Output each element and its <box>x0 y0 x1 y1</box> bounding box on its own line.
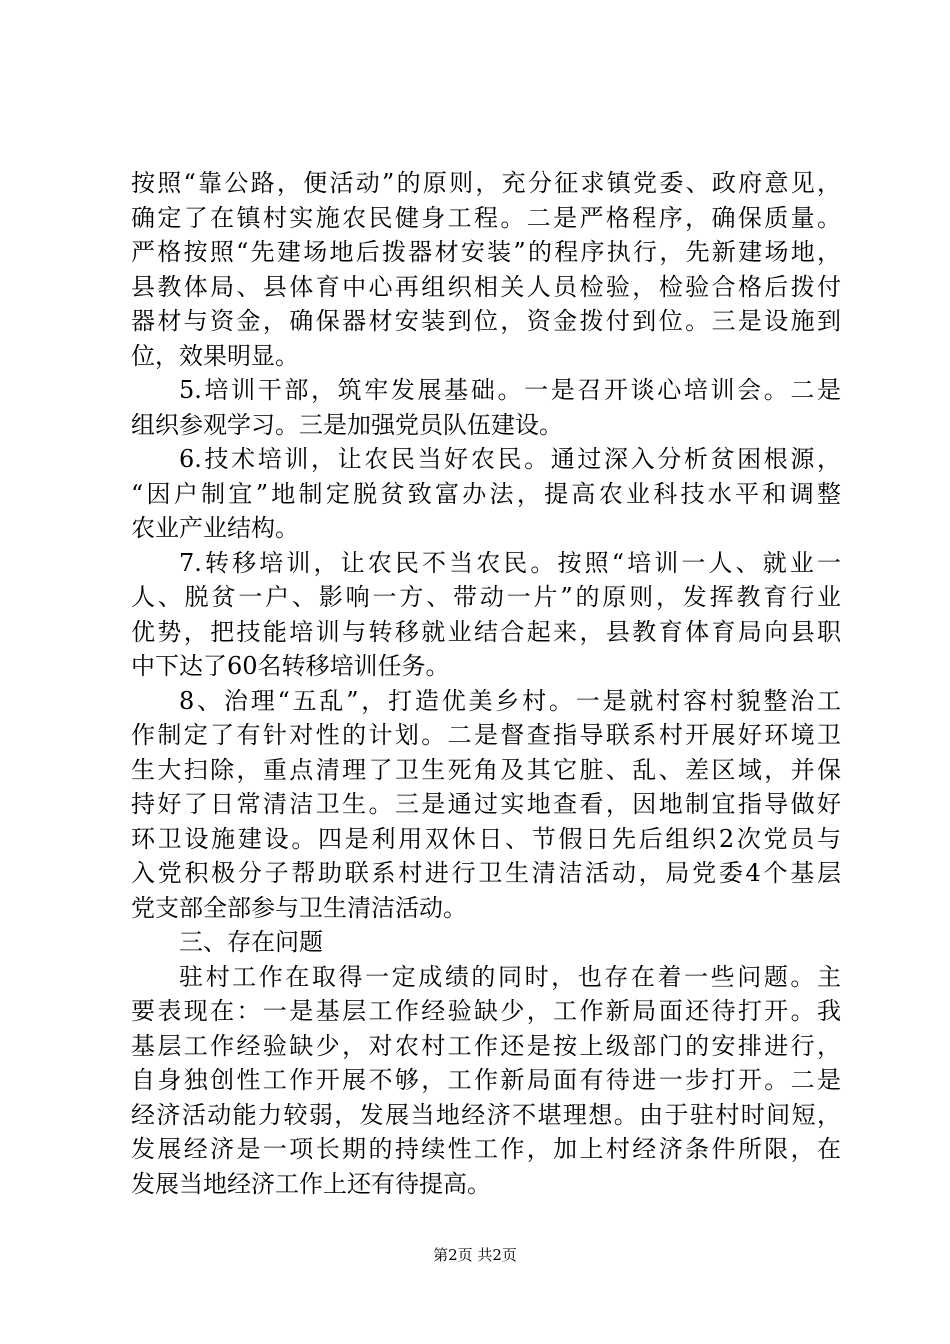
text-line: 县教体局、县体育中心再组织相关人员检验，检验合格后拨付 <box>131 272 841 301</box>
section-heading-problems <box>131 925 841 960</box>
text-line: 6.技术培训，让农民当好农民。通过深入分析贫困根源， <box>179 445 841 473</box>
paragraph-transfer-training <box>131 546 841 684</box>
text-line: “因户制宜”地制定脱贫致富办法，提高农业科技水平和调整 <box>131 479 841 508</box>
paragraph-governance <box>131 684 841 926</box>
text-line: 经济活动能力较弱，发展当地经济不堪理想。由于驻村时间短， <box>131 1100 841 1129</box>
text-line: 位，效果明显。 <box>131 341 299 370</box>
text-line: 按照“靠公路，便活动”的原则，充分征求镇党委、政府意见， <box>131 169 841 197</box>
paragraph-technical-training <box>131 442 841 546</box>
text-line: 党支部全部参与卫生清洁活动。 <box>131 893 467 922</box>
text-line: 农业产业结构。 <box>131 514 299 542</box>
text-line: 确定了在镇村实施农民健身工程。二是严格程序，确保质量。 <box>131 203 841 232</box>
page-number: 第2页 共2页 <box>433 1246 517 1264</box>
text-line: 驻村工作在取得一定成绩的同时，也存在着一些问题。主 <box>179 962 841 991</box>
text-line: 发展当地经济工作上还有待提高。 <box>131 1169 491 1198</box>
page-footer <box>0 1245 950 1265</box>
text-line: 要表现在：一是基层工作经验缺少，工作新局面还待打开。我 <box>131 997 841 1025</box>
text-line: 入党积极分子帮助联系村进行卫生清洁活动，局党委4个基层 <box>131 859 841 887</box>
text-line: 环卫设施建设。四是利用双休日、节假日先后组织2次党员与 <box>131 824 841 853</box>
document-body <box>131 166 841 1201</box>
text-line: 中下达了60名转移培训任务。 <box>131 652 450 680</box>
text-line: 8、治理“五乱”，打造优美乡村。一是就村容村貌整治工 <box>179 686 841 715</box>
text-line: 自身独创性工作开展不够，工作新局面有待进一步打开。二是 <box>131 1066 841 1094</box>
paragraph-continuation <box>131 166 841 373</box>
paragraph-problems <box>131 960 841 1202</box>
text-line: 三、存在问题 <box>179 928 323 956</box>
text-line: 人、脱贫一户、影响一方、带动一片”的原则，发挥教育行业 <box>131 583 841 611</box>
text-line: 5.培训干部，筑牢发展基础。一是召开谈心培训会。二是 <box>179 376 841 404</box>
text-line: 持好了日常清洁卫生。三是通过实地查看，因地制宜指导做好 <box>131 790 841 818</box>
text-line: 7.转移培训，让农民不当农民。按照“培训一人、就业一 <box>179 548 841 577</box>
text-line: 优势，把技能培训与转移就业结合起来，县教育体育局向县职 <box>131 617 841 646</box>
text-line: 严格按照“先建场地后拨器材安装”的程序执行，先新建场地， <box>131 238 841 266</box>
text-line: 发展经济是一项长期的持续性工作，加上村经济条件所限，在 <box>131 1135 841 1163</box>
paragraph-train-cadres <box>131 373 841 442</box>
text-line: 作制定了有针对性的计划。二是督查指导联系村开展好环境卫 <box>131 721 841 749</box>
text-line: 组织参观学习。三是加强党员队伍建设。 <box>131 410 563 439</box>
text-line: 器材与资金，确保器材安装到位，资金拨付到位。三是设施到 <box>131 307 841 335</box>
text-line: 生大扫除，重点清理了卫生死角及其它脏、乱、差区域，并保 <box>131 755 841 784</box>
text-line: 基层工作经验缺少，对农村工作还是按上级部门的安排进行， <box>131 1031 841 1060</box>
